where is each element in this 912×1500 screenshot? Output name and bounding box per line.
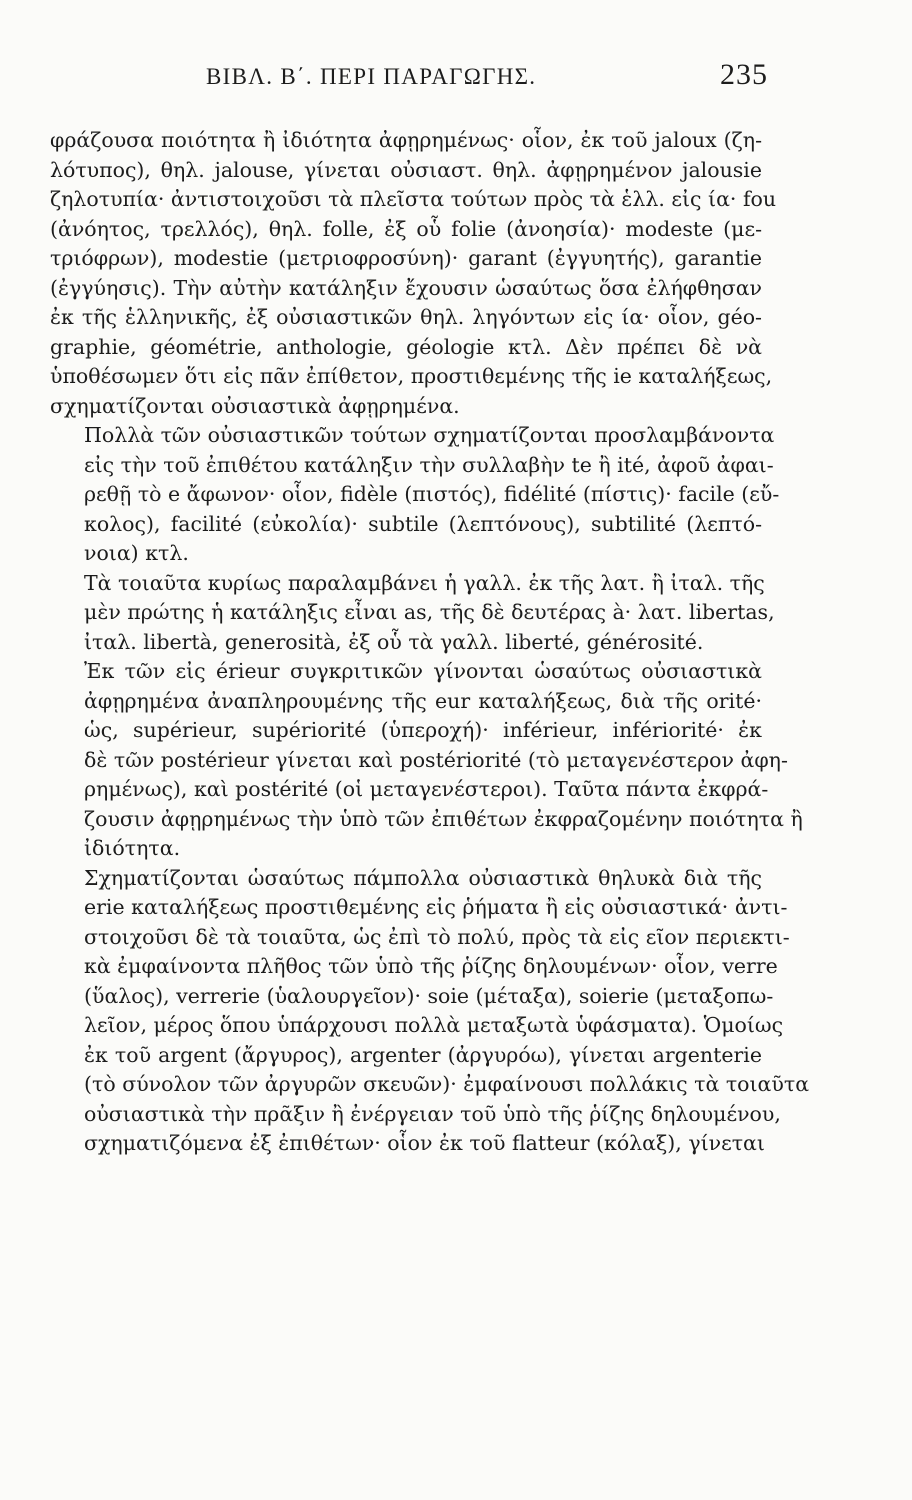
text-line: νοια) κτλ.	[84, 541, 189, 565]
text-line: Ἐκ τῶν εἰς érieur συγκριτικῶν γίνονται ὡσαύτως οὐσιαστικὰ	[84, 659, 762, 683]
text-line: ἀφῃρημένα ἀναπληρουμένης τῆς eur καταλήξεως, διὰ τῆς orité·	[84, 688, 762, 713]
text-line: ρεθῇ τὸ e ἄφωνον· οἷον, fidèle (πιστός), fidélité (πίστις)· facile (εὔ-	[84, 482, 780, 506]
text-line: ἐκ τῆς ἑλληνικῆς, ἐξ οὐσιαστικῶν θηλ. ληγόντων εἰς ία· οἷον, géo-	[50, 305, 762, 329]
text-line: ἰταλ. libertà, generosità, ἐξ οὗ τὰ γαλλ. liberté, générosité.	[84, 629, 704, 654]
text-line: φράζουσα ποιότητα ἢ ἰδιότητα ἀφῃρημένως· οἷον, ἐκ τοῦ jaloux (ζη-	[50, 128, 762, 152]
text-line: Σχηματίζονται ὡσαύτως πάμπολλα οὐσιαστικὰ θηλυκὰ διὰ τῆς	[84, 865, 762, 890]
running-head: ΒΙΒΛ. Β΄. ΠΕΡΙ ΠΑΡΑΓΩΓΗΣ.	[206, 64, 537, 89]
text-line: μὲν πρώτης ἡ κατάληξις εἶναι as, τῆς δὲ δευτέρας à· λατ. libertas,	[84, 600, 775, 624]
paragraph	[50, 864, 810, 1159]
text-line: ρημένως), καὶ postérité (οἱ μεταγενέστεροι). Ταῦτα πάντα ἐκφρά-	[84, 777, 769, 801]
paragraph	[50, 421, 780, 569]
text-line: τριόφρων), modestie (μετριοφροσύνη)· garant (ἐγγυητής), garantie	[50, 246, 762, 270]
text-line: (ἀνόητος, τρελλός), θηλ. folle, ἐξ οὗ folie (ἀνοησία)· modeste (με-	[50, 216, 762, 241]
text-line: ἐκ τοῦ argent (ἄργυρος), argenter (ἀργυρόω), γίνεται argenterie	[84, 1042, 762, 1067]
text-line: graphie, géométrie, anthologie, géologie κτλ. Δὲν πρέπει δὲ νὰ	[50, 334, 762, 359]
text-line: ζουσιν ἀφῃρημένως τὴν ὑπὸ τῶν ἐπιθέτων ἐκφραζομένην ποιότητα ἢ	[84, 806, 803, 831]
page-header	[50, 58, 768, 108]
text-line: στοιχοῦσι δὲ τὰ τοιαῦτα, ὡς ἐπὶ τὸ πολύ, πρὸς τὰ εἰς εῖον περιεκτι-	[84, 924, 790, 949]
book-page	[50, 58, 810, 1458]
paragraph	[50, 657, 803, 864]
text-line: κὰ ἐμφαίνοντα πλῆθος τῶν ὑπὸ τῆς ῥίζης δηλουμένων· οἷον, verre	[84, 954, 778, 978]
paragraph	[50, 569, 775, 658]
text-line: κολος), facilité (εὐκολία)· subtile (λεπτόνους), subtilité (λεπτό-	[84, 511, 762, 536]
text-line: (ἐγγύησις). Τὴν αὐτὴν κατάληξιν ἔχουσιν ὡσαύτως ὅσα ἐλήφθησαν	[50, 275, 762, 300]
text-line: εἰς τὴν τοῦ ἐπιθέτου κατάληξιν τὴν συλλαβὴν te ἢ ité, ἀφοῦ ἀφαι-	[84, 452, 774, 477]
paragraph	[50, 126, 777, 421]
text-line: οὐσιαστικὰ τὴν πρᾶξιν ἢ ἐνέργειαν τοῦ ὑπὸ τῆς ῥίζης δηλουμένου,	[84, 1101, 781, 1126]
text-line: ἰδιότητα.	[84, 836, 181, 860]
text-line: σχηματιζόμενα ἐξ ἐπιθέτων· οἷον ἐκ τοῦ flatteur (κόλαξ), γίνεται	[84, 1131, 765, 1155]
text-line: Πολλὰ τῶν οὐσιαστικῶν τούτων σχηματίζονται προσλαμβάνοντα	[84, 423, 775, 447]
text-line: (ὕαλος), verrerie (ὑαλουργεῖον)· soie (μέταξα), soierie (μεταξοπω-	[84, 983, 774, 1008]
text-line: Τὰ τοιαῦτα κυρίως παραλαμβάνει ἡ γαλλ. ἐκ τῆς λατ. ἢ ἰταλ. τῆς	[84, 570, 765, 595]
text-line: σχηματίζονται οὐσιαστικὰ ἀφῃρημένα.	[50, 393, 460, 418]
page-number: 235	[720, 58, 768, 91]
text-line: (τὸ σύνολον τῶν ἀργυρῶν σκευῶν)· ἐμφαίνουσι πολλάκις τὰ τοιαῦτα	[84, 1072, 810, 1096]
text-line: ὑποθέσωμεν ὅτι εἰς πᾶν ἐπίθετον, προστιθεμένης τῆς ie καταλήξεως,	[50, 364, 773, 388]
text-line: erie καταλήξεως προστιθεμένης εἰς ῥήματα ἢ εἰς οὐσιαστικά· ἀντι-	[84, 895, 788, 919]
body-text	[50, 126, 810, 1159]
text-line: δὲ τῶν postérieur γίνεται καὶ postériorité (τὸ μεταγενέστερον ἀφη-	[84, 747, 788, 772]
text-line: λότυπος), θηλ. jalouse, γίνεται οὐσιαστ. θηλ. ἀφῃρημένον jalousie	[50, 157, 762, 182]
text-line: ὡς, supérieur, supériorité (ὑπεροχή)· inférieur, infériorité· ἐκ	[84, 718, 762, 742]
text-line: ζηλοτυπία· ἀντιστοιχοῦσι τὰ πλεῖστα τούτων πρὸς τὰ ἑλλ. εἰς ία· fou	[50, 187, 777, 211]
text-line: λεῖον, μέρος ὅπου ὑπάρχουσι πολλὰ μεταξωτὰ ὑφάσματα). Ὁμοίως	[84, 1013, 784, 1037]
